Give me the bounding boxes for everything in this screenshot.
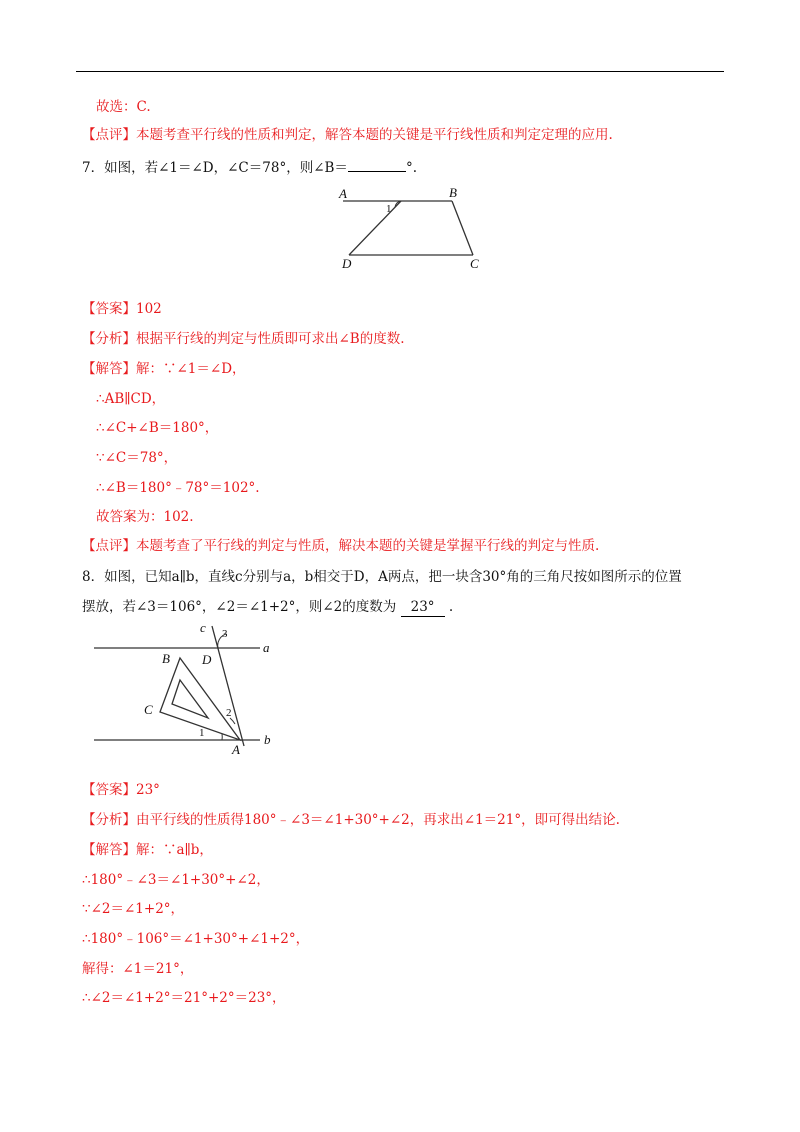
q7-label-a: A (339, 186, 347, 201)
q8-label-a-line: a (263, 640, 270, 655)
q8-label-c-line: c (200, 620, 206, 635)
q7-solution-line: ∵∠C＝78°， (96, 450, 178, 466)
q8-label-vertex-c: C (144, 702, 153, 717)
q7-solution-line: 故答案为：102. (96, 509, 194, 525)
q7-solution-line: 【解答】解：∵∠1＝∠D， (82, 361, 246, 377)
q7-solution-line: ∴∠B＝180°﹣78°＝102°. (96, 480, 260, 496)
q8-label-3: 3 (222, 628, 228, 640)
q7-line-d-to-ab (349, 201, 401, 255)
q7-figure (335, 183, 495, 273)
q8-solution-line: 解得：∠1＝21°， (82, 961, 194, 977)
q8-question-text: 摆放，若∠3＝106°，∠2＝∠1+2°，则∠2的度数为 (82, 599, 397, 615)
q8-line-c (212, 626, 244, 746)
q8-label-2: 2 (226, 707, 232, 719)
q7-label-b: B (449, 185, 457, 200)
q8-label-vertex-d: D (202, 652, 212, 667)
q8-solution-line: ∴∠2＝∠1+2°＝21°+2°＝23°， (82, 990, 286, 1006)
q8-label-1: 1 (199, 727, 205, 739)
q7-line-bc (452, 201, 473, 255)
q7-question (82, 157, 417, 177)
q8-label-vertex-a: A (232, 742, 240, 757)
q8-question-line2 (82, 598, 453, 617)
q8-solution-line: 【解答】解：∵a∥b， (82, 842, 213, 858)
q7-comment: 【点评】本题考查了平行线的判定与性质，解决本题的关键是掌握平行线的判定与性质. (82, 538, 600, 554)
prev-choose: 故选：C. (96, 99, 151, 115)
q7-label-c: C (470, 256, 479, 271)
q8-question-line1: 8．如图，已知a∥b，直线c分别与a，b相交于D，A两点，把一块含30°角的三角尺按如图所示的位置 (82, 569, 682, 585)
q8-solution-line: ∴180°﹣∠3＝∠1+30°+∠2， (82, 872, 270, 888)
q8-answer: 【答案】23° (82, 782, 160, 798)
q8-figure (92, 620, 282, 760)
q7-answer-blank (348, 157, 406, 172)
q8-analysis: 【分析】由平行线的性质得180°﹣∠3＝∠1+30°+∠2，再求出∠1＝21°，即可得出结论. (82, 812, 620, 828)
q7-question-end: °. (405, 160, 417, 176)
q7-question-text: 7．如图，若∠1＝∠D，∠C＝78°，则∠B＝ (82, 160, 348, 176)
header-rule (76, 71, 724, 72)
q8-label-vertex-b: B (162, 651, 170, 666)
q8-solution-line: ∵∠2＝∠1+2°， (82, 901, 185, 917)
q8-answer-blank: 23° (401, 598, 445, 617)
q8-label-b-line: b (264, 732, 271, 747)
q7-answer: 【答案】102 (82, 301, 162, 317)
q8-triangle-ruler-inner (172, 680, 208, 718)
q7-solution-line: ∴∠C+∠B＝180°， (96, 420, 219, 436)
q7-label-1: 1 (386, 203, 392, 215)
q7-analysis: 【分析】根据平行线的判定与性质即可求出∠B的度数. (82, 331, 405, 347)
prev-comment: 【点评】本题考查平行线的性质和判定，解答本题的关键是平行线性质和判定定理的应用. (82, 127, 613, 143)
q8-question-end: . (448, 599, 454, 615)
q7-label-d: D (342, 256, 352, 271)
q8-solution-line: ∴180°﹣106°＝∠1+30°+∠1+2°， (82, 931, 310, 947)
q7-solution-line: ∴AB∥CD， (96, 391, 166, 407)
